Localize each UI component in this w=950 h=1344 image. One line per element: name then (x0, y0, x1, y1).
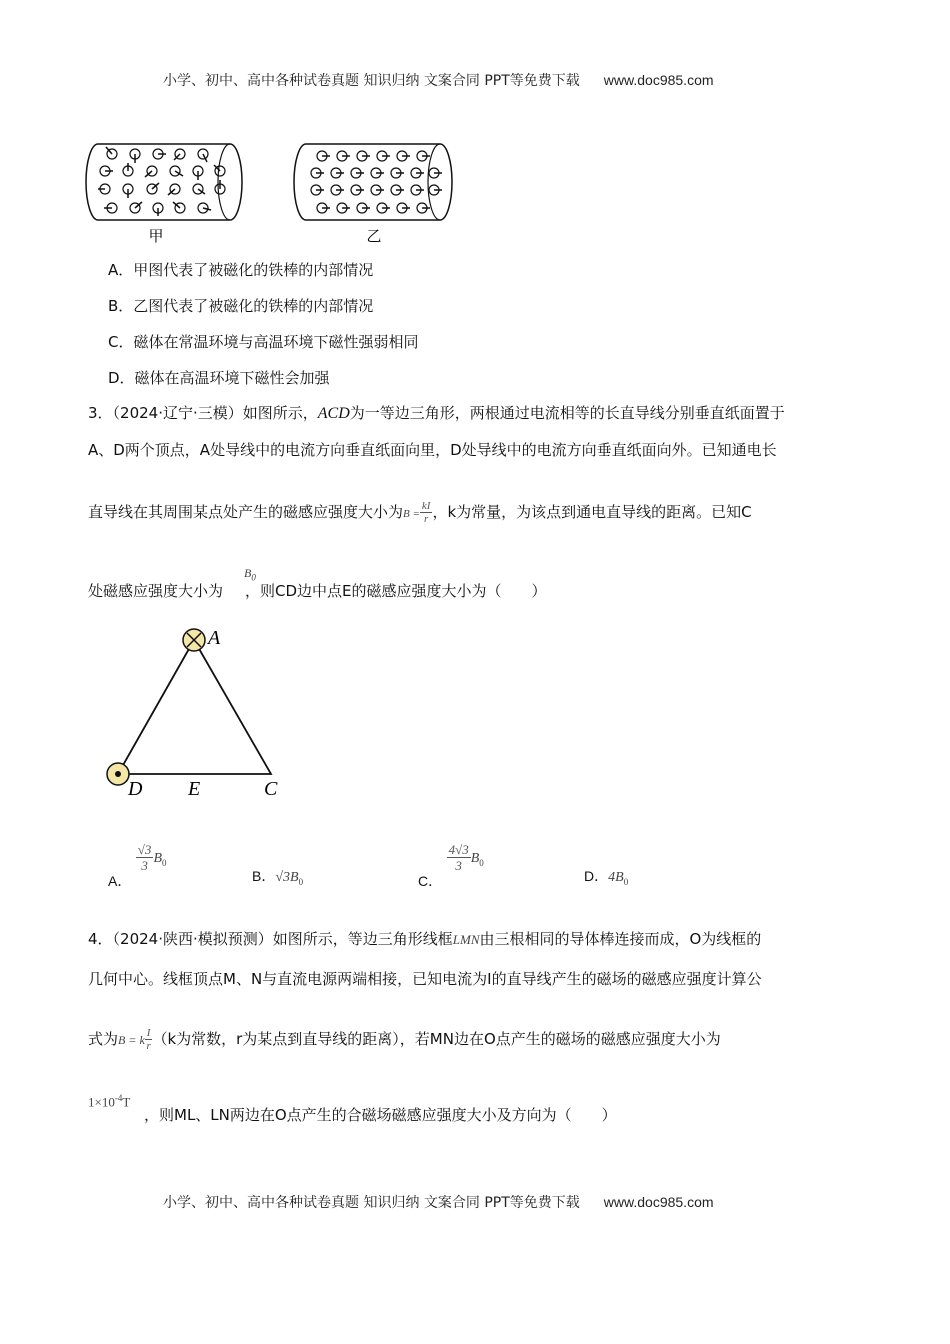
q3-line-3 (88, 500, 878, 525)
choice-frac (136, 842, 154, 873)
header-text: 小学、初中、高中各种试卷真题 知识归纳 文案合同 PPT等免费下载 (163, 73, 580, 89)
choice-label: A． (108, 872, 132, 889)
formula-lhs: B = (403, 508, 420, 520)
choice-expr: √3B (275, 870, 299, 885)
label-yi: 乙 (366, 227, 382, 245)
value-mantissa: 1×10 (88, 1094, 115, 1110)
cylinder-yi (294, 144, 452, 220)
q3-number: 3． (88, 404, 113, 422)
q4-line-1 (88, 928, 878, 949)
point-c: C (264, 778, 278, 800)
b0-sub: 0 (251, 572, 256, 583)
frac-num: 4√3 (448, 842, 469, 857)
footer-url[interactable]: www.doc985.com (603, 1194, 714, 1210)
footer-text: 小学、初中、高中各种试卷真题 知识归纳 文案合同 PPT等免费下载 (163, 1195, 580, 1211)
frac-den: 3 (455, 858, 462, 873)
q3-text: 直导线在其周围某点处产生的磁感应强度大小为 (88, 503, 404, 521)
q3-text: 如图所示， (242, 404, 318, 422)
q4-line-4: ，则ML、LN两边在O点产生的合磁场磁感应强度大小及方向为（ ） (144, 1106, 617, 1124)
point-a: A (208, 627, 221, 649)
frac-num: √3 (137, 842, 152, 857)
value-unit: T (122, 1094, 131, 1110)
choice-frac (447, 842, 471, 873)
frame-name: LMN (452, 932, 480, 947)
q3-text: ，k为常量，为该点到通电直导线的距离。已知C (432, 503, 752, 521)
q2-option-c[interactable]: C．磁体在常温环境与高温环境下磁性强弱相同 (108, 333, 419, 351)
q3-line-2: A、D两个顶点，A处导线中的电流方向垂直纸面向里，D处导线中的电流方向垂直纸面向外。已知通电长 (88, 441, 777, 459)
point-d: D (128, 778, 143, 800)
b-sub: 0 (162, 857, 167, 868)
q3-choice-a[interactable] (108, 842, 167, 889)
triangle-acd-figure (100, 622, 300, 802)
formula-num: kI (421, 500, 431, 512)
cylinder-jia (86, 144, 242, 220)
q2-option-d[interactable]: D．磁体在高温环境下磁性会加强 (108, 369, 330, 387)
value-exp: -4 (114, 1093, 123, 1103)
page-footer (163, 1192, 714, 1212)
q4-value (88, 1093, 130, 1110)
q3-choice-c[interactable] (418, 842, 484, 889)
frac-den: 3 (141, 858, 148, 873)
formula-den: r (424, 513, 429, 525)
header-url[interactable]: www.doc985.com (603, 72, 714, 88)
b0-letter: B (244, 566, 252, 580)
page-header (163, 70, 714, 90)
choice-label: D． (584, 868, 609, 884)
formula-den: r (146, 1040, 151, 1052)
formula-lhs: B = k (118, 1033, 145, 1047)
b-sub: 0 (479, 857, 484, 868)
b-letter: B (470, 850, 480, 866)
q3-choice-d[interactable] (584, 866, 628, 887)
q4-text: 由三根相同的导体棒连接而成，O为线框的 (479, 930, 762, 948)
q3-line-1 (88, 402, 878, 423)
q3-text: 为一等边三角形，两根通过电流相等的长直导线分别垂直纸面置于 (349, 404, 785, 422)
q3-line-4 (88, 580, 878, 601)
formula-num: I (146, 1027, 151, 1039)
magnet-domain-figure (80, 138, 470, 248)
q3-text: 处磁感应强度大小为 (88, 582, 224, 600)
q4-line-3 (88, 1027, 878, 1052)
q2-option-b[interactable]: B．乙图代表了被磁化的铁棒的内部情况 (108, 297, 374, 315)
formula-frac (420, 500, 433, 525)
triangle-name: ACD (317, 405, 350, 422)
choice-expr: 4B (608, 870, 624, 885)
b-sub: 0 (623, 876, 629, 887)
label-jia: 甲 (148, 227, 164, 245)
q4-text: （k为常数，r为某点到直导线的距离），若MN边在O点产生的磁场的磁感应强度大小为 (152, 1030, 721, 1048)
q4-line-2: 几何中心。线框顶点M、N与直流电源两端相接，已知电流为I的直导线产生的磁场的磁感应强度计算公 (88, 970, 762, 988)
b-letter: B (153, 850, 162, 866)
point-e: E (188, 778, 201, 800)
choice-label: C． (418, 872, 443, 889)
choice-label: B． (252, 868, 276, 884)
q2-option-a[interactable]: A．甲图代表了被磁化的铁棒的内部情况 (108, 261, 374, 279)
b-sub: 0 (298, 876, 304, 887)
q4-text: 式为 (88, 1030, 119, 1048)
q4-text: 4．（2024·陕西·模拟预测）如图所示，等边三角形线框 (88, 930, 453, 948)
q3-source: （2024·辽宁·三模） (112, 404, 243, 422)
q3-choice-b[interactable] (252, 866, 303, 887)
q3-text: ，则CD边中点E的磁感应强度大小为（ ） (245, 582, 547, 600)
